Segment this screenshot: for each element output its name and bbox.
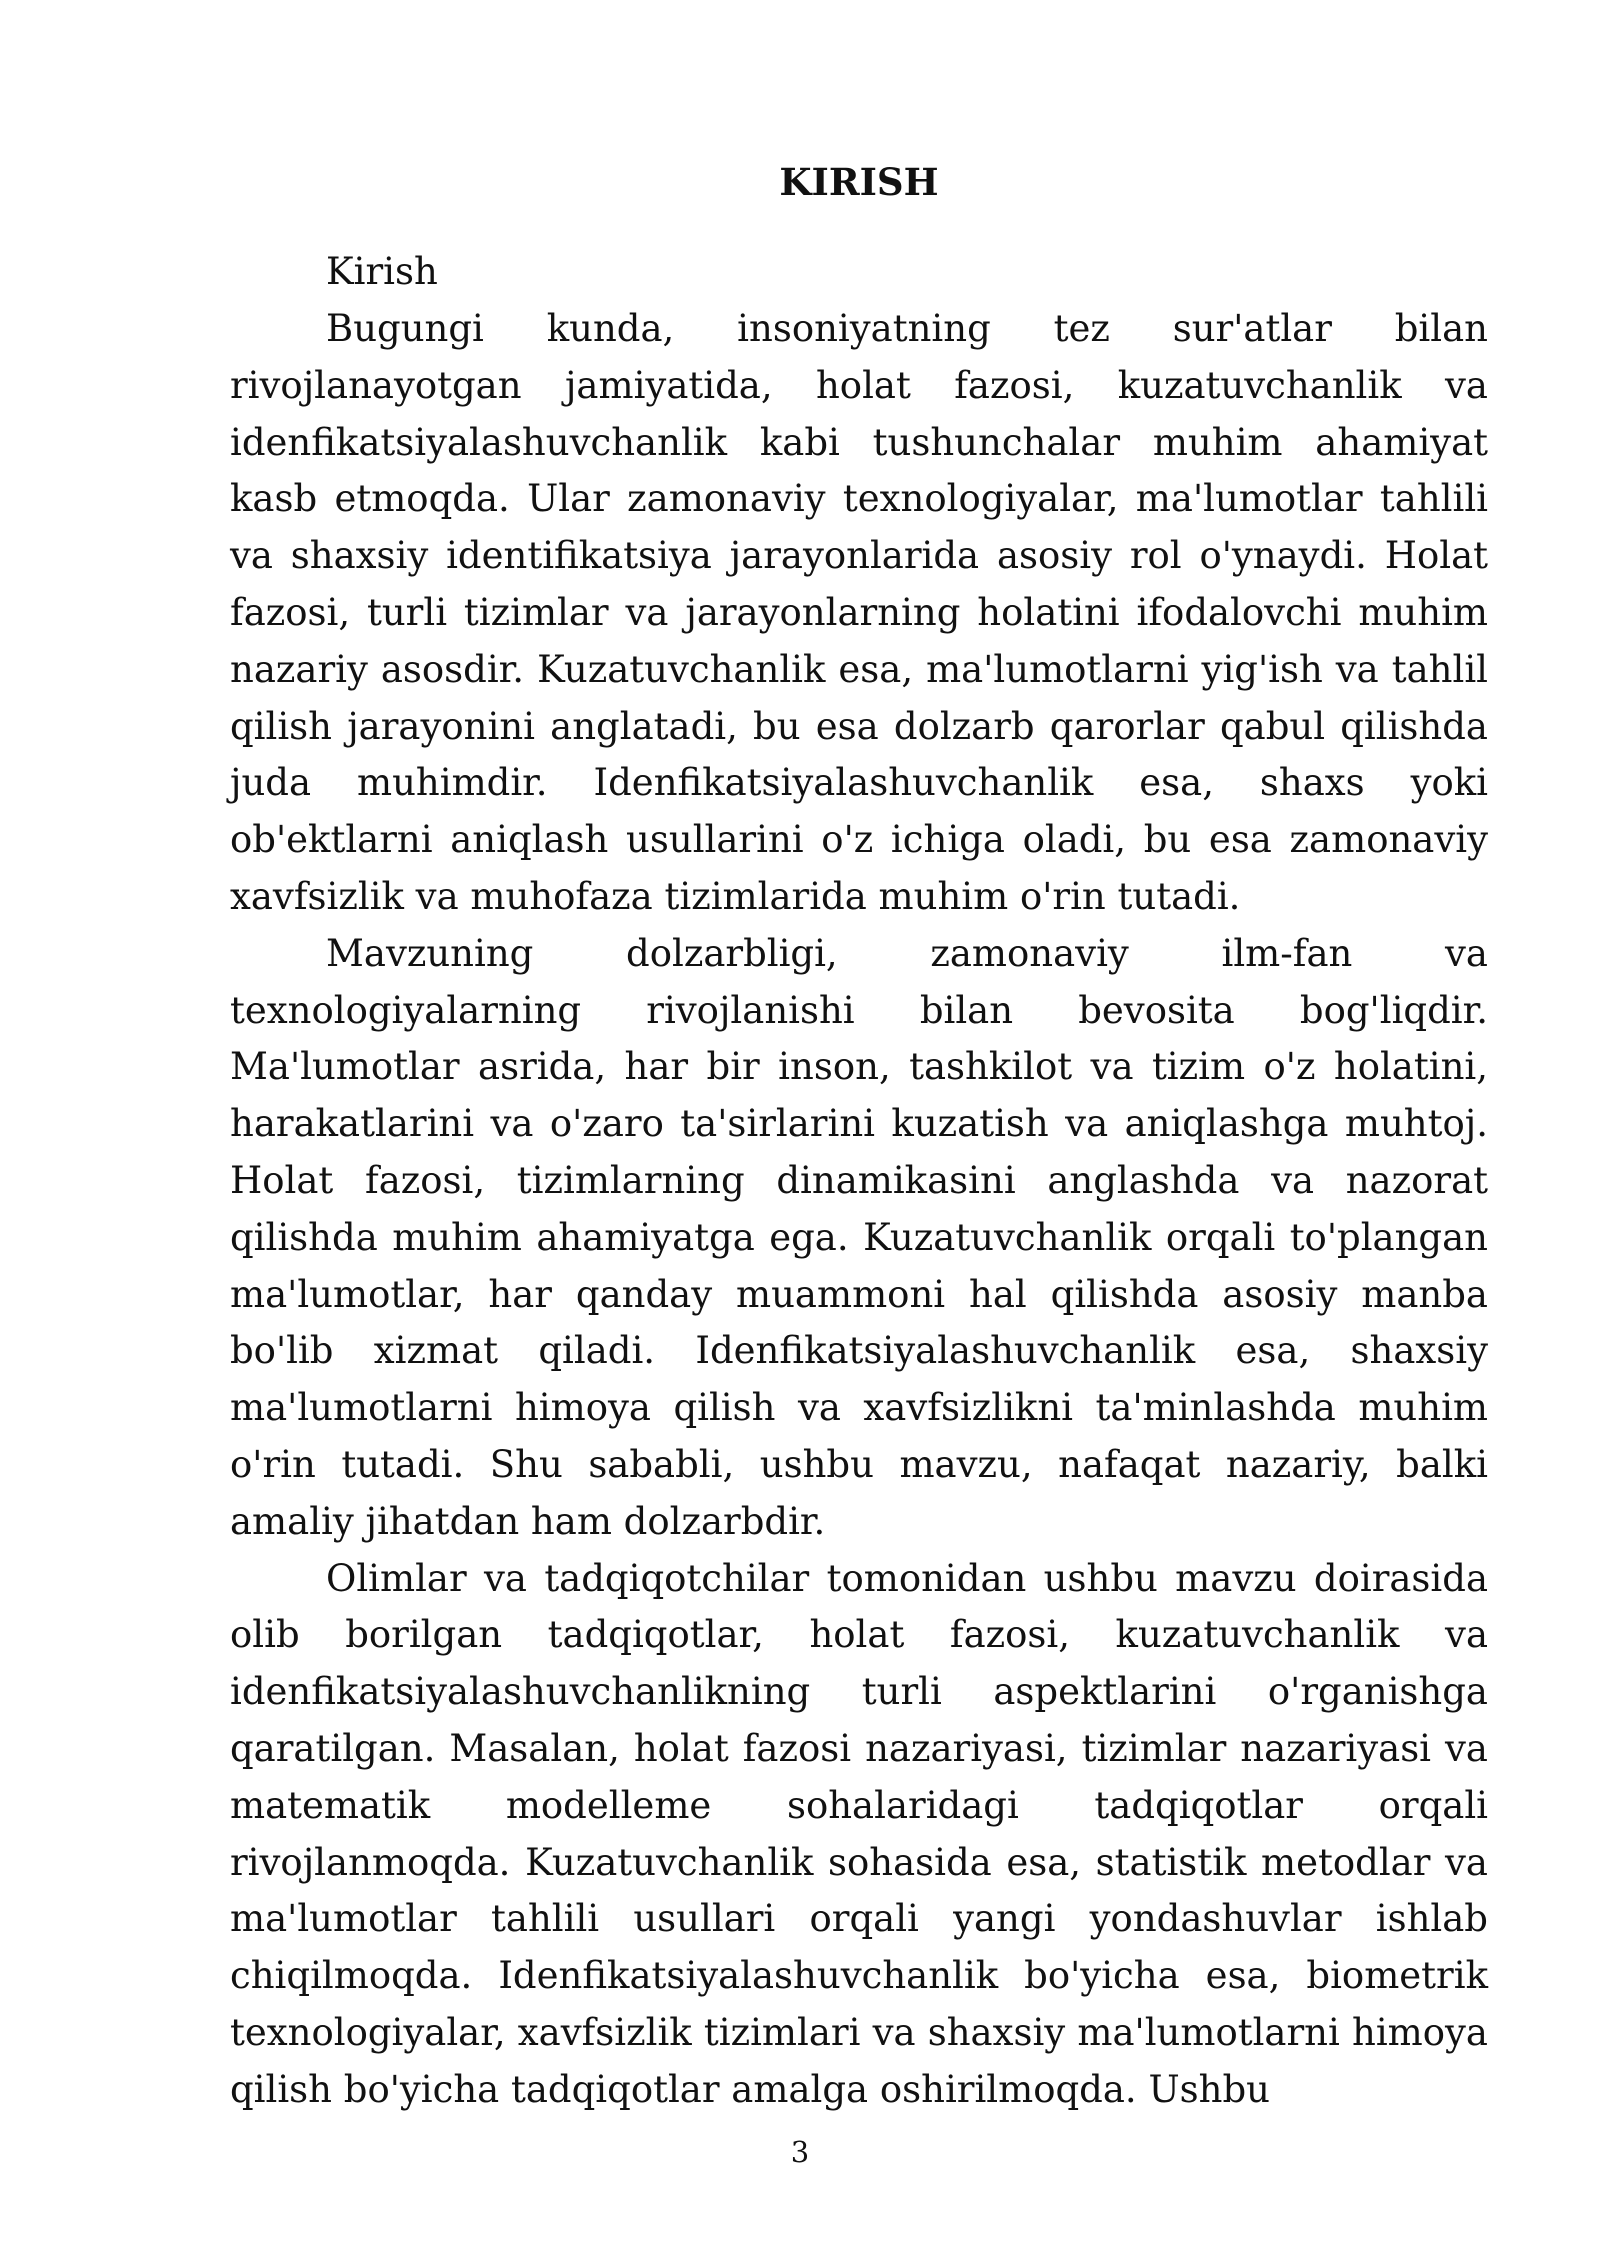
paragraph: Mavzuning dolzarbligi, zamonaviy ilm-fan va texnologiyalarning rivojlanishi bilan bevosita bog'liqdir. Ma'lumotlar asrida, har bir inson, tashkilot va tizim o'z holatini, harakatlarini va o'zaro ta'sirlarini kuzatish va aniqlashga muhtoj. Holat fazosi, tizimlarning dinamikasini anglashda va nazorat qilishda muhim ahamiyatga ega. Kuzatuvchanlik orqali to'plangan ma'lumotlar, har qanday muammoni hal qilishda asosiy manba bo'lib xizmat qiladi. Idenfikatsiyalashuvchanlik esa, shaxsiy ma'lumotlarni himoya qilish va xavfsizlikni ta'minlashda muhim o'rin tutadi. Shu sababli, ushbu mavzu, nafaqat nazariy, balki amaliy jihatdan ham dolzarbdir. (230, 931, 1488, 1543)
page-number: 3 (790, 2135, 810, 2169)
paragraph: Olimlar va tadqiqotchilar tomonidan ushbu mavzu doirasida olib borilgan tadqiqotlar, holat fazosi, kuzatuvchanlik va idenfikatsiyalashuvchanlikning turli aspektlarini o'rganishga qaratilgan. Masalan, holat fazosi nazariyasi, tizimlar nazariyasi va matematik modelleme sohalaridagi tadqiqotlar orqali rivojlanmoqda. Kuzatuvchanlik sohasida esa, statistik metodlar va ma'lumotlar tahlili usullari orqali yangi yondashuvlar ishlab chiqilmoqda. Idenfikatsiyalashuvchanlik bo'yicha esa, biometrik texnologiyalar, xavfsizlik tizimlari va shaxsiy ma'lumotlarni himoya qilish bo'yicha tadqiqotlar amalga oshirilmoqda. Ushbu (230, 1556, 1488, 2111)
body-text (230, 301, 1488, 2119)
paragraph: Bugungi kunda, insoniyatning tez sur'atlar bilan rivojlanayotgan jamiyatida, holat fazosi, kuzatuvchanlik va idenfikatsiyalashuvchanlik kabi tushunchalar muhim ahamiyat kasb etmoqda. Ular zamonaviy texnologiyalar, ma'lumotlar tahlili va shaxsiy identifikatsiya jarayonlarida asosiy rol o'ynaydi. Holat fazosi, turli tizimlar va jarayonlarning holatini ifodalovchi muhim nazariy asosdir. Kuzatuvchanlik esa, ma'lumotlarni yig'ish va tahlil qilish jarayonini anglatadi, bu esa dolzarb qarorlar qabul qilishda juda muhimdir. Idenfikatsiyalashuvchanlik esa, shaxs yoki ob'ektlarni aniqlash usullarini o'z ichiga oladi, bu esa zamonaviy xavfsizlik va muhofaza tizimlarida muhim o'rin tutadi. (230, 307, 1488, 918)
section-subtitle: Kirish (326, 250, 438, 293)
section-title: KIRISH (779, 160, 939, 204)
